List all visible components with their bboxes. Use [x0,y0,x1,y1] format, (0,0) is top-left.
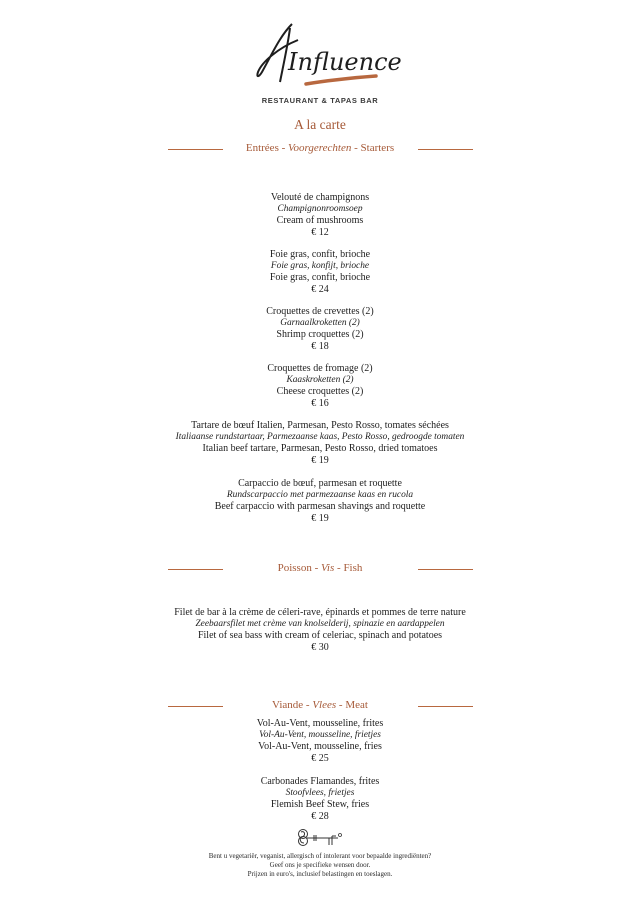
key-icon [296,828,346,848]
dish-name-nl: Kaaskroketten (2) [286,374,354,385]
section-header [0,698,640,714]
dish-name-nl: Zeebaarsfilet met crème van knolselderij, spinazie en aardappelen [195,618,445,629]
dish-price: € 25 [311,752,329,764]
section-title-en: Fish [343,562,363,574]
menu-item [0,363,640,409]
brand-name: Influence [288,48,402,76]
menu-item [0,420,640,466]
section-title-nl: Vlees [312,699,337,711]
dish-name-en: Shrimp croquettes (2) [276,329,364,340]
section-title-fr: Poisson [277,562,312,574]
tagline: RESTAURANT & TAPAS BAR [261,96,379,105]
dish-name-fr: Filet de bar à la crème de céleri-rave, épinards et pommes de terre nature [174,607,466,618]
section-title-nl: Vis [321,562,335,574]
menu-title: A la carte [294,117,346,132]
separator: - [336,699,346,711]
footer-line: Prijzen in euro's, inclusief belastingen en toeslagen. [247,870,393,878]
dish-name-nl: Garnaalkroketten (2) [280,317,360,328]
menu-item [0,192,640,238]
dish-name-fr: Croquettes de crevettes (2) [266,306,374,317]
menu-item [0,306,640,352]
dish-name-en: Cheese croquettes (2) [276,386,364,397]
menu-item [0,607,640,653]
dish-name-en: Vol-Au-Vent, mousseline, fries [258,741,382,752]
separator: - [278,142,289,154]
dish-name-nl: Foie gras, konfijt, brioche [270,260,370,271]
dish-price: € 12 [311,226,329,238]
dish-price: € 19 [311,454,329,466]
dish-name-nl: Champignonroomsoep [277,203,363,214]
dish-name-en: Cream of mushrooms [276,215,364,226]
dish-price: € 30 [311,641,329,653]
menu-item [0,478,640,524]
separator: - [303,699,313,711]
dish-price: € 28 [311,810,329,822]
footer-line: Geef ons je specifieke wensen door. [269,861,371,869]
footer-note [0,852,640,879]
dish-name-en: Flemish Beef Stew, fries [270,799,370,810]
divider-rule [418,569,473,570]
dish-name-en: Beef carpaccio with parmesan shavings and roquette [214,501,426,512]
divider-rule [418,149,473,150]
section-title-nl: Voorgerechten [288,142,352,154]
dish-price: € 19 [311,512,329,524]
dish-name-fr: Carbonades Flamandes, frites [260,776,380,787]
section-title-en: Starters [360,142,395,154]
dish-price: € 24 [311,283,329,295]
dish-name-nl: Italiaanse rundstartaar, Parmezaanse kaas, Pesto Rosso, gedroogde tomaten [175,431,465,442]
separator: - [351,142,361,154]
dish-price: € 16 [311,397,329,409]
dish-name-fr: Carpaccio de bœuf, parmesan et roquette [238,478,402,489]
dish-name-fr: Croquettes de fromage (2) [267,363,373,374]
menu-item [0,776,640,822]
separator: - [311,562,322,574]
section-title-en: Meat [345,699,368,711]
divider-rule [418,706,473,707]
dish-name-fr: Tartare de bœuf Italien, Parmesan, Pesto Rosso, tomates séchées [191,420,449,431]
section-header [0,561,640,577]
dish-name-nl: Stoofvlees, frietjes [285,787,355,798]
separator: - [334,562,344,574]
dish-name-fr: Vol-Au-Vent, mousseline, frites [256,718,384,729]
dish-name-en: Filet of sea bass with cream of celeriac, spinach and potatoes [197,630,443,641]
section-title-fr: Entrées [245,142,279,154]
section-title [0,699,640,711]
menu-item [0,718,640,764]
dish-name-nl: Rundscarpaccio met parmezaanse kaas en rucola [226,489,414,500]
dish-name-en: Foie gras, confit, brioche [269,272,371,283]
dish-name-fr: Velouté de champignons [270,192,370,203]
footer-line: Bent u vegetariër, veganist, allergisch of intolerant voor bepaalde ingrediënten? [208,852,432,860]
influence-logo-icon [250,14,402,96]
dish-price: € 18 [311,340,329,352]
section-title [0,142,640,154]
section-header [0,141,640,157]
section-title [0,562,640,574]
dish-name-en: Italian beef tartare, Parmesan, Pesto Rosso, dried tomatoes [202,443,438,454]
dish-name-nl: Vol-Au-Vent, mousseline, frietjes [259,729,381,740]
dish-name-fr: Foie gras, confit, brioche [269,249,371,260]
section-title-fr: Viande [272,699,304,711]
menu-item [0,249,640,295]
